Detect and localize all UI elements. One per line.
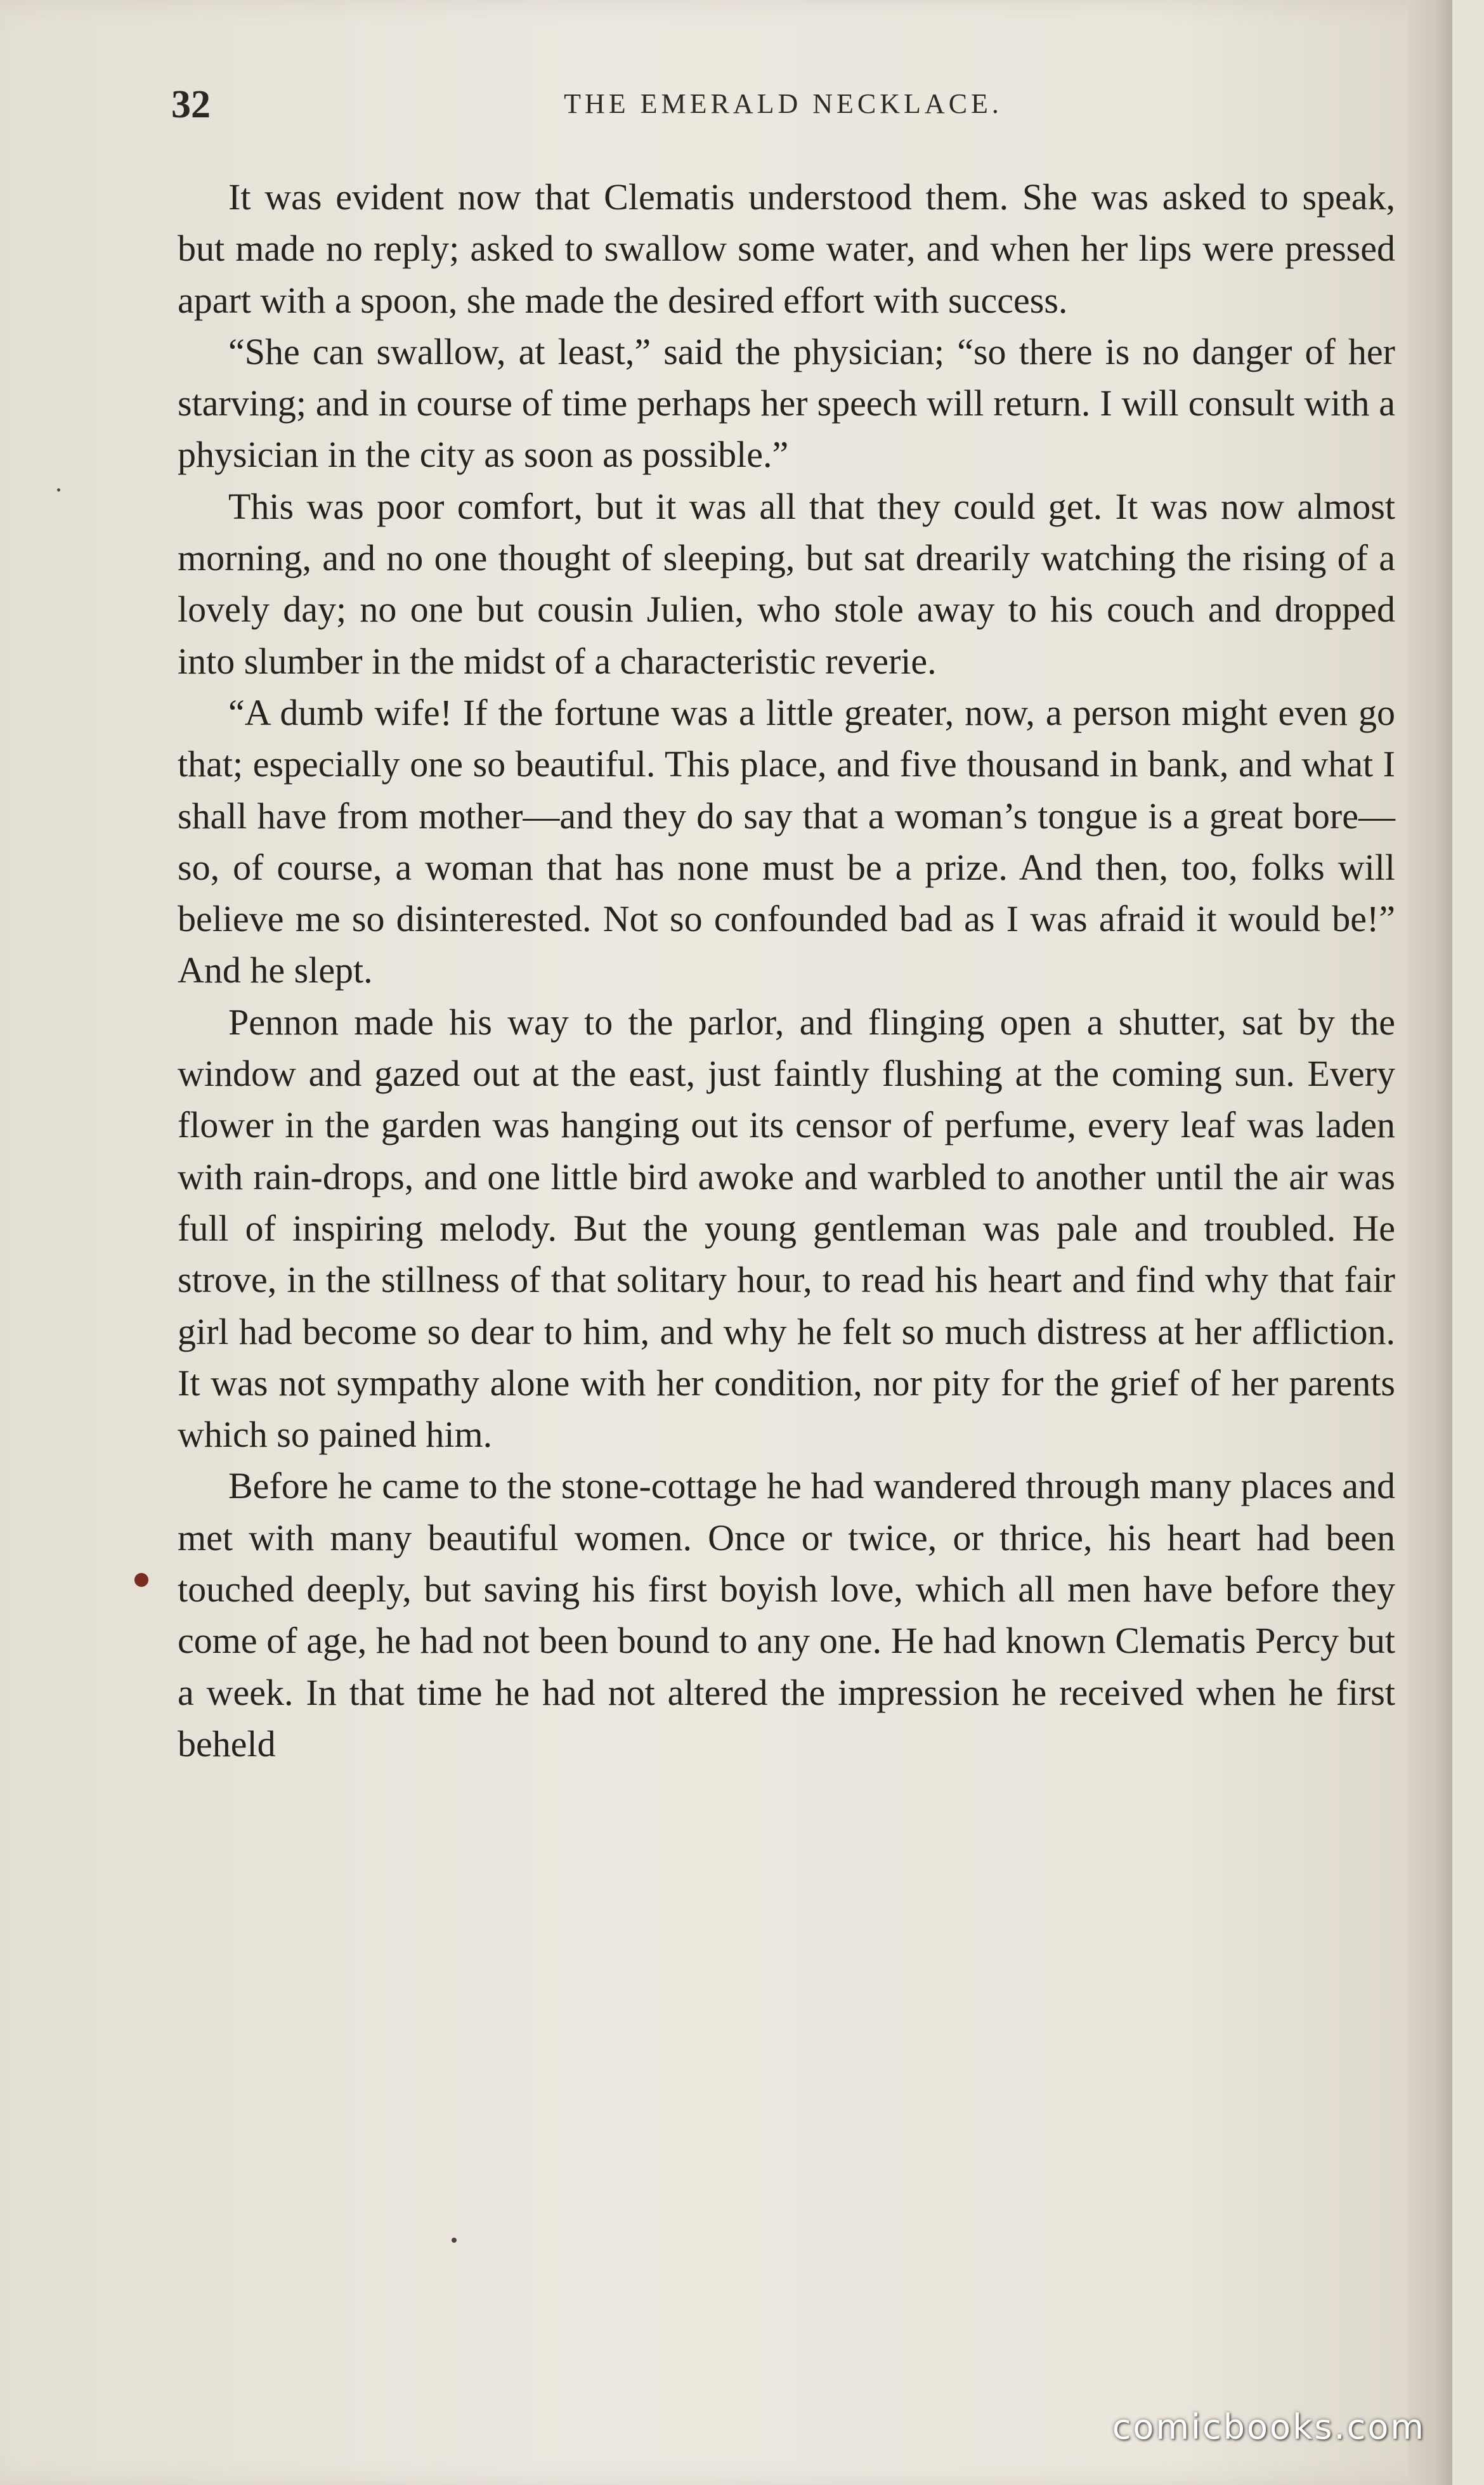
watermark-logo: comicbooks.com: [1112, 2407, 1426, 2447]
print-speck: [57, 488, 60, 492]
paragraph: This was poor comfort, but it was all that they could get. It was now almost morning, and no one thought of sleeping, but sat drearily watching the rising of a lovely day; no one but cousin Julien, who stole away to his couch and dropped into slumber in the midst of a characteristic reverie.: [178, 485, 1395, 682]
paragraph: “A dumb wife! If the fortune was a little greater, now, a person might even go that; especially one so beautiful. This place, and five thousand in bank, and what I shall have from mother—and they do say that a woman’s tongue is a great bore—so, of course, a woman that has none must be a prize. And then, too, folks will believe me so disinterested. Not so confounded bad as I was afraid it would be!” And he slept.: [178, 691, 1395, 991]
running-title: THE EMERALD NECKLACE.: [564, 88, 1003, 119]
paragraph: It was evident now that Clematis understood them. She was asked to speak, but made no reply; asked to swallow some water, and when her lips were pressed apart with a spoon, she made the desired effort with success.: [178, 176, 1395, 321]
paragraph: Pennon made his way to the parlor, and flinging open a shutter, sat by the window and gazed out at the east, just faintly flushing at the coming sun. Every flower in the garden was hanging out its censor of perfume, every leaf was laden with rain-drops, and one little bird awoke and warbled to another until the air was full of inspiring melody. But the young gentleman was pale and troubled. He strove, in the stillness of that solitary hour, to read his heart and find why that fair girl had become so dear to him, and why he felt so much distress at her affliction. It was not sympathy alone with her condition, nor pity for the grief of her parents which so pained him.: [178, 1001, 1395, 1456]
paragraph: “She can swallow, at least,” said the physician; “so there is no danger of her starving; and in course of time perhaps her speech will return. I will consult with a physician in the city as soon as possible.”: [178, 330, 1395, 476]
page-edge: [1408, 0, 1452, 2485]
page-number: 32: [171, 83, 211, 126]
body-text: [178, 171, 1395, 1770]
paragraph: Before he came to the stone-cottage he had wandered through many places and met with many beautiful women. Once or twice, or thrice, his heart had been touched deeply, but saving his first boyish love, which all men have before they come of age, he had not been bound to any one. He had known Clematis Percy but a week. In that time he had not altered the impression he received when he first beheld: [178, 1465, 1395, 1764]
ink-spot: [134, 1573, 148, 1587]
running-head: [171, 71, 1395, 134]
print-speck: [452, 2238, 457, 2243]
